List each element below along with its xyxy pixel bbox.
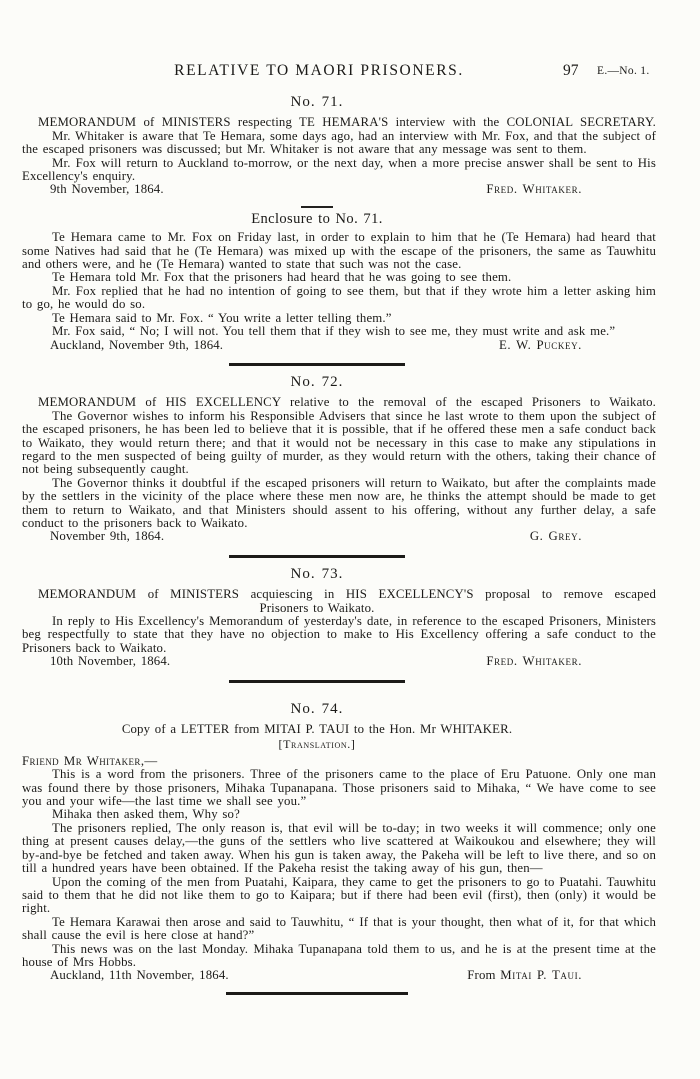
end-divider <box>226 992 408 995</box>
page-number: 97 <box>563 62 579 79</box>
section-divider <box>229 363 405 366</box>
memo-72-title: MEMORANDUM of HIS EXCELLENCY relative to the removal of the escaped Prisoners to Waikato. <box>38 395 656 410</box>
paragraph: Upon the coming of the men from Puatahi, Kaipara, they came to get the prisoners to go to Puatahi. Tauwhitu said to them that he did not like them to go to Kaipara; but if there had been evil (first), then (only) it would be right. <box>22 874 656 916</box>
paragraph: In reply to His Excellency's Memorandum of yesterday's date, in reference to the escaped Prisoners, Ministers beg respectfully to state that they have no objection to make to His Excellency offering a safe conduct to the Prisoners back to Waikato. <box>22 614 656 655</box>
date-signature-row <box>22 183 656 196</box>
signature-name: Mitai P. Taui. <box>500 968 582 983</box>
page-content <box>22 62 656 995</box>
paragraph: The prisoners replied, The only reason is, that evil will be to-day; in two weeks it will commence; only one thing at present causes delay,—the guns of the settlers who live scattered at Waikoukou and elsewhere; they will by-and-bye be fetched and taken away. When his gun is taken away, the Pakeha will be left to live there, and so on till a hundred years have been obtained. If the Pakeha resist the taking away of his gun, then— <box>22 820 656 876</box>
section-divider <box>229 555 405 558</box>
section-no-72 <box>22 373 656 544</box>
memo-73-title-line1: MEMORANDUM of MINISTERS acquiescing in HIS EXCELLENCY'S proposal to remove escaped <box>38 587 656 602</box>
paragraph: Mr. Fox replied that he had no intention of going to see them, but that if they wrote him a letter asking him to go, he would do so. <box>22 283 656 312</box>
page-header <box>22 62 656 86</box>
section-72-number: No. 72. <box>290 373 344 390</box>
signature-prefix: From <box>467 968 501 983</box>
letter-subtitle: Copy of a LETTER from MITAI P. TAUI to the Hon. Mr WHITAKER. <box>121 722 513 737</box>
translation-label: [Translation.] <box>278 737 356 752</box>
section-divider <box>229 680 405 683</box>
paragraph: Te Hemara said to Mr. Fox. “ You write a letter telling them.” <box>52 310 392 325</box>
section-divider <box>301 206 333 208</box>
date-line: Auckland, November 9th, 1864. <box>50 337 224 352</box>
salutation-line: Friend Mr Whitaker,— <box>22 753 158 768</box>
paragraph: Mr. Fox said, “ No; I will not. You tell them that if they wish to see me, they must write and ask me.” <box>52 324 616 339</box>
paragraph: Te Hemara told Mr. Fox that the prisoners had heard that he was going to see them. <box>52 270 512 285</box>
date-line: Auckland, 11th November, 1864. <box>50 968 229 983</box>
edition-label: E.—No. 1. <box>597 65 650 77</box>
enclosure-71-heading: Enclosure to No. 71. <box>251 210 383 227</box>
memo-73-title-line2: Prisoners to Waikato. <box>259 600 375 615</box>
signature: Fred. Whitaker. <box>486 654 582 669</box>
section-no-74 <box>22 700 656 983</box>
paragraph: Te Hemara came to Mr. Fox on Friday last, in order to explain to him that he (Te Hemara) had heard that some Natives had said that he (Te Hemara) was mixed up with the escape of the prisoners, the same as Tauwhitu and others were, and he (Te Hemara) wanted to state that such was not the case. <box>22 230 656 272</box>
paragraph: The Governor thinks it doubtful if the escaped prisoners will return to Waikato, but after the complaints made by the settlers in the vicinity of the place where these men now are, he thinks the attempt should be made to get them to return to Waikato, and that Ministers should assent to his offering, without any further delay, a safe conduct to the prisoners back to Waikato. <box>22 475 656 530</box>
signature: Fred. Whitaker. <box>486 182 582 197</box>
signature: G. Grey. <box>529 529 582 544</box>
signature: E. W. Puckey. <box>498 337 582 352</box>
date-signature-row <box>22 339 656 352</box>
section-enclosure-71 <box>22 210 656 352</box>
paragraph: This news was on the last Monday. Mihaka Tupanapana told them to us, and he is at the present time at the house of Mrs Hobbs. <box>22 941 656 969</box>
section-73-number: No. 73. <box>290 565 344 582</box>
paragraph: This is a word from the prisoners. Three of the prisoners came to the place of Eru Patuone. Only one man was found there by those prisoners, Mihaka Tupanapana. Those prisoners said to Mihaka, “ We have come to see you and your wife—the last time we shall see you.” <box>22 767 656 809</box>
date-signature-row <box>22 969 656 982</box>
paragraph: Mihaka then asked them, Why so? <box>52 807 240 822</box>
section-71-number: No. 71. <box>290 94 344 110</box>
date-line: November 9th, 1864. <box>50 529 165 544</box>
date-line: 10th November, 1864. <box>50 654 171 669</box>
date-signature-row <box>22 655 656 668</box>
date-line: 9th November, 1864. <box>50 182 164 197</box>
date-signature-row <box>22 530 656 543</box>
memo-71-title: MEMORANDUM of MINISTERS respecting TE HEMARA'S interview with the COLONIAL SECRETARY. <box>38 115 656 130</box>
paragraph: Mr. Whitaker is aware that Te Hemara, some days ago, had an interview with Mr. Fox, and that the subject of the escaped prisoners was discussed; but Mr. Whitaker is not aware that any message was sent to them. <box>22 128 656 157</box>
section-no-73 <box>22 565 656 669</box>
section-no-71 <box>22 96 656 197</box>
paragraph: Te Hemara Karawai then arose and said to Tauwhitu, “ If that is your thought, then what of it, for that which shall cause the evil is here close at hand?” <box>22 914 656 943</box>
paragraph: The Governor wishes to inform his Responsible Advisers that since he last wrote to them upon the subject of the escaped prisoners, he has been led to believe that it is possible, that if he offered these men a safe conduct back to Waikato, they would return there; and that it would not be necessary in this case to make any stipulations in regard to the men suspected of being guilty of murder, as they would return with the others, taking their chance of not being subsequently caught. <box>22 408 656 477</box>
section-74-number: No. 74. <box>290 700 344 717</box>
paragraph: Mr. Fox will return to Auckland to-morrow, or the next day, when a more precise answer shall be sent to His Excellency's enquiry. <box>22 155 656 184</box>
page-header-title: RELATIVE TO MAORI PRISONERS. <box>174 62 464 79</box>
signature <box>467 969 582 982</box>
